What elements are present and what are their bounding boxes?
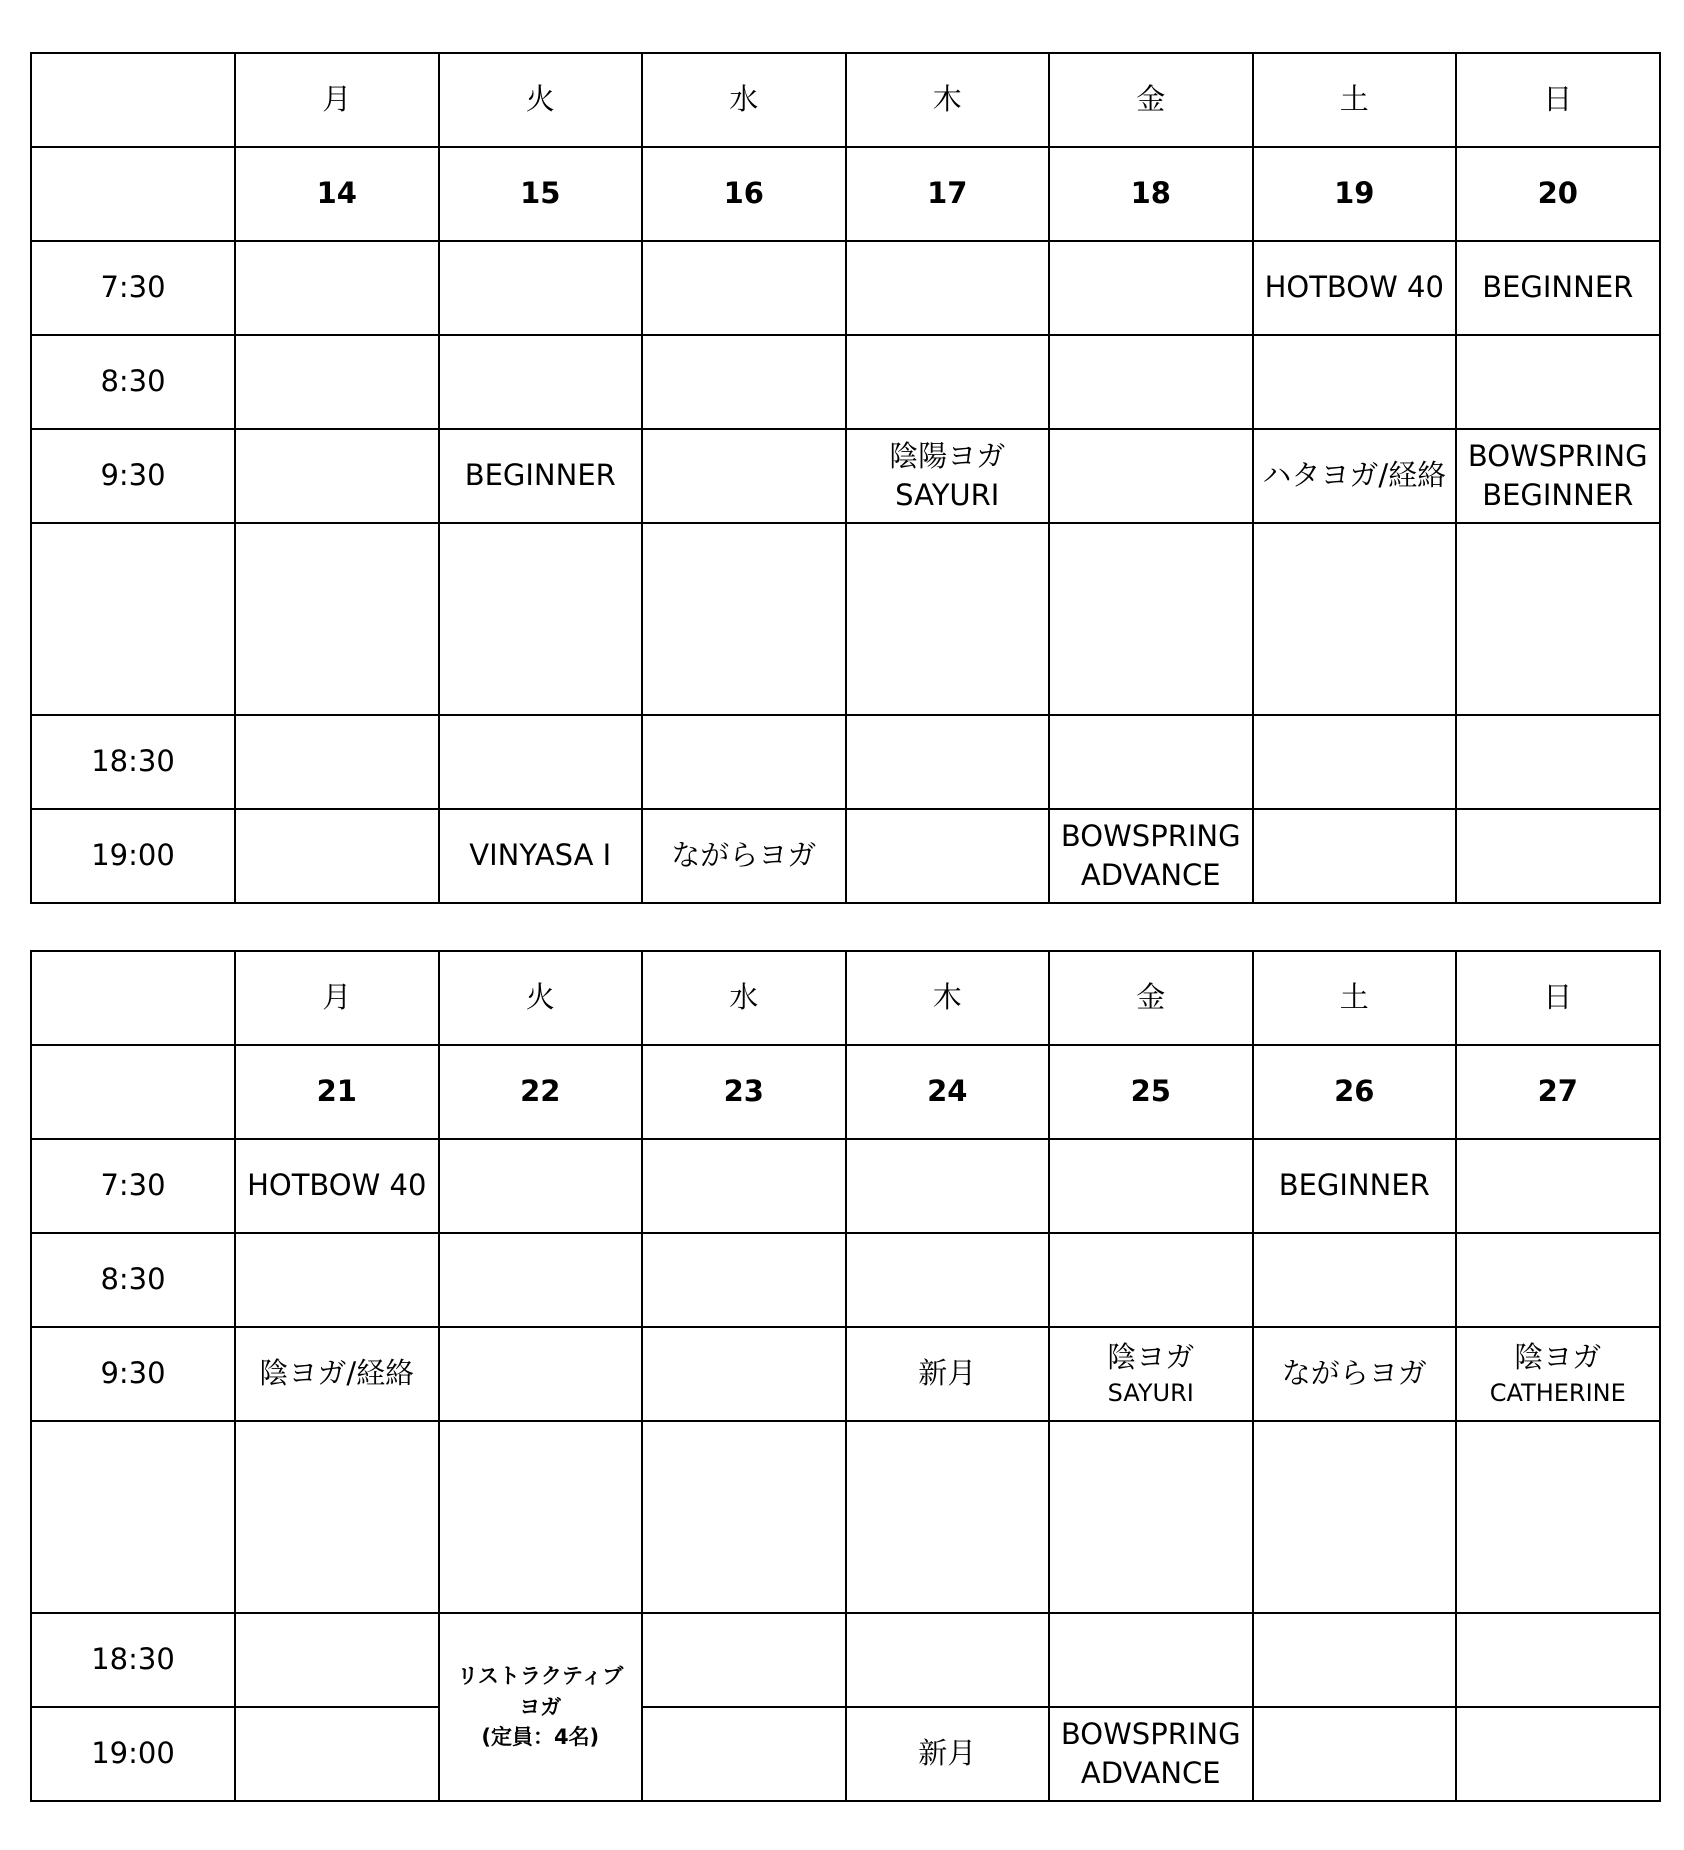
class-cell <box>1049 1613 1253 1707</box>
time-slot-row <box>31 1233 1660 1327</box>
weekday-header-cell: 木 <box>846 951 1050 1045</box>
class-cell <box>1456 715 1660 809</box>
class-cell <box>1456 335 1660 429</box>
class-name-line: ヨガ <box>519 1694 562 1719</box>
time-slot-row <box>31 523 1660 715</box>
class-cell <box>1049 523 1253 715</box>
class-name-line: ADVANCE <box>1080 1756 1221 1790</box>
class-cell <box>439 1327 643 1421</box>
class-cell <box>846 429 1050 523</box>
time-cell: 8:30 <box>31 335 235 429</box>
class-cell <box>439 1613 643 1801</box>
weekday-header-cell: 土 <box>1253 53 1457 147</box>
class-cell <box>235 1327 439 1421</box>
class-cell <box>1049 1421 1253 1613</box>
date-cell: 18 <box>1049 147 1253 241</box>
class-cell <box>1253 523 1457 715</box>
class-name-line: ハタヨガ/経絡 <box>1262 458 1447 493</box>
class-cell <box>1049 241 1253 335</box>
class-cell <box>1456 809 1660 903</box>
class-name-line: SAYURI <box>1107 1379 1194 1408</box>
class-cell <box>642 809 846 903</box>
class-cell <box>642 715 846 809</box>
weekday-header-cell: 火 <box>439 951 643 1045</box>
time-cell: 19:00 <box>31 809 235 903</box>
class-cell <box>846 1707 1050 1801</box>
weekday-header-cell: 月 <box>235 53 439 147</box>
time-slot-row <box>31 715 1660 809</box>
class-cell <box>642 523 846 715</box>
date-header-row <box>31 147 1660 241</box>
time-cell: 18:30 <box>31 715 235 809</box>
weekday-header-row <box>31 53 1660 147</box>
class-name-line: ながらヨガ <box>671 838 817 873</box>
class-cell <box>235 1613 439 1707</box>
time-slot-row <box>31 1327 1660 1421</box>
date-cell: 14 <box>235 147 439 241</box>
class-cell <box>846 241 1050 335</box>
class-cell <box>846 1139 1050 1233</box>
class-name-line: BEGINNER <box>1482 270 1634 305</box>
class-cell <box>846 1421 1050 1613</box>
corner-cell <box>31 147 235 241</box>
time-cell: 19:00 <box>31 1707 235 1801</box>
time-slot-row <box>31 241 1660 335</box>
class-cell <box>439 335 643 429</box>
class-cell <box>642 335 846 429</box>
class-name-line: BOWSPRING <box>1467 438 1648 473</box>
class-name-line: BEGINNER <box>1482 478 1634 512</box>
class-cell <box>1253 1707 1457 1801</box>
class-cell <box>642 1327 846 1421</box>
class-cell <box>1253 809 1457 903</box>
class-cell <box>439 241 643 335</box>
class-cell <box>439 523 643 715</box>
class-cell <box>1456 429 1660 523</box>
weekday-header-cell: 金 <box>1049 53 1253 147</box>
class-name-line: HOTBOW 40 <box>247 1168 427 1203</box>
week-1-schedule-table <box>30 52 1661 904</box>
class-cell <box>235 809 439 903</box>
class-name-line: 陰陽ヨガ <box>889 438 1006 473</box>
class-cell <box>1253 1421 1457 1613</box>
class-cell <box>846 523 1050 715</box>
corner-cell <box>31 951 235 1045</box>
class-cell <box>846 809 1050 903</box>
time-slot-row <box>31 429 1660 523</box>
class-cell <box>642 1613 846 1707</box>
date-cell: 16 <box>642 147 846 241</box>
class-cell <box>1456 523 1660 715</box>
class-cell <box>1253 1233 1457 1327</box>
class-cell <box>1049 1327 1253 1421</box>
time-slot-row <box>31 1613 1660 1707</box>
time-slot-row <box>31 1139 1660 1233</box>
date-cell: 25 <box>1049 1045 1253 1139</box>
class-cell <box>1049 1139 1253 1233</box>
time-cell: 18:30 <box>31 1613 235 1707</box>
weekday-header-cell: 土 <box>1253 951 1457 1045</box>
class-name-line: (定員：4名) <box>481 1725 600 1750</box>
date-cell: 17 <box>846 147 1050 241</box>
class-cell <box>1049 335 1253 429</box>
class-name-line: 陰ヨガ <box>1107 1340 1195 1375</box>
time-cell: 9:30 <box>31 1327 235 1421</box>
weekday-header-cell: 水 <box>642 53 846 147</box>
class-name-line: リストラクティブ <box>457 1664 624 1689</box>
class-name-line: ながらヨガ <box>1281 1356 1427 1391</box>
time-cell: 7:30 <box>31 1139 235 1233</box>
class-name-line: 新月 <box>918 1356 977 1391</box>
class-name-line: 新月 <box>918 1736 977 1771</box>
date-cell: 23 <box>642 1045 846 1139</box>
time-slot-row <box>31 1707 1660 1801</box>
time-slot-row <box>31 335 1660 429</box>
class-cell <box>1253 241 1457 335</box>
weekday-header-cell: 木 <box>846 53 1050 147</box>
class-cell <box>1253 1139 1457 1233</box>
weekday-header-cell: 火 <box>439 53 643 147</box>
date-header-row <box>31 1045 1660 1139</box>
class-cell <box>1456 1421 1660 1613</box>
class-name-line: BOWSPRING <box>1060 818 1241 853</box>
class-name-line: 陰ヨガ <box>1514 1340 1602 1375</box>
class-cell <box>439 1139 643 1233</box>
class-cell <box>1253 715 1457 809</box>
class-cell <box>235 1139 439 1233</box>
class-name-line: ADVANCE <box>1080 858 1221 892</box>
class-cell <box>439 809 643 903</box>
class-cell <box>235 429 439 523</box>
class-cell <box>1049 1707 1253 1801</box>
class-cell <box>1049 429 1253 523</box>
class-cell <box>439 429 643 523</box>
date-cell: 21 <box>235 1045 439 1139</box>
corner-cell <box>31 53 235 147</box>
class-cell <box>846 1613 1050 1707</box>
corner-cell <box>31 1045 235 1139</box>
class-cell <box>1253 429 1457 523</box>
class-name-line: BEGINNER <box>464 458 616 493</box>
class-cell <box>235 241 439 335</box>
class-cell <box>1253 1327 1457 1421</box>
class-cell <box>439 715 643 809</box>
class-cell <box>1456 1707 1660 1801</box>
time-cell: 7:30 <box>31 241 235 335</box>
time-cell <box>31 1421 235 1613</box>
weekday-header-cell: 水 <box>642 951 846 1045</box>
weekday-header-cell: 日 <box>1456 951 1660 1045</box>
class-cell <box>1456 1139 1660 1233</box>
weekday-header-cell: 月 <box>235 951 439 1045</box>
date-cell: 24 <box>846 1045 1050 1139</box>
class-cell <box>235 335 439 429</box>
class-cell <box>1456 1233 1660 1327</box>
time-cell: 8:30 <box>31 1233 235 1327</box>
class-cell <box>1049 715 1253 809</box>
time-cell <box>31 523 235 715</box>
class-cell <box>1456 241 1660 335</box>
class-name-line: HOTBOW 40 <box>1264 270 1444 305</box>
class-name-line: 陰ヨガ/経絡 <box>259 1356 415 1391</box>
class-cell <box>1456 1327 1660 1421</box>
time-slot-row <box>31 1421 1660 1613</box>
class-cell <box>1049 1233 1253 1327</box>
date-cell: 20 <box>1456 147 1660 241</box>
class-name-line: BEGINNER <box>1278 1168 1430 1203</box>
class-cell <box>235 1233 439 1327</box>
class-name-line: VINYASA Ⅰ <box>469 838 612 873</box>
class-cell <box>1456 1613 1660 1707</box>
week-2-schedule-table <box>30 950 1661 1802</box>
class-cell <box>1049 809 1253 903</box>
weekday-header-cell: 金 <box>1049 951 1253 1045</box>
class-name-line: BOWSPRING <box>1060 1716 1241 1751</box>
class-cell <box>642 241 846 335</box>
class-cell <box>439 1233 643 1327</box>
class-cell <box>439 1421 643 1613</box>
weekday-header-row <box>31 951 1660 1045</box>
class-cell <box>846 715 1050 809</box>
date-cell: 27 <box>1456 1045 1660 1139</box>
date-cell: 19 <box>1253 147 1457 241</box>
class-cell <box>642 1139 846 1233</box>
weekday-header-cell: 日 <box>1456 53 1660 147</box>
class-cell <box>1253 1613 1457 1707</box>
date-cell: 22 <box>439 1045 643 1139</box>
class-cell <box>235 523 439 715</box>
class-cell <box>846 335 1050 429</box>
class-cell <box>235 1707 439 1801</box>
date-cell: 15 <box>439 147 643 241</box>
class-cell <box>846 1233 1050 1327</box>
class-cell <box>235 1421 439 1613</box>
class-cell <box>846 1327 1050 1421</box>
class-cell <box>642 429 846 523</box>
class-cell <box>235 715 439 809</box>
class-cell <box>642 1233 846 1327</box>
time-slot-row <box>31 809 1660 903</box>
class-name-line: CATHERINE <box>1489 1379 1626 1408</box>
class-cell <box>1253 335 1457 429</box>
class-cell <box>642 1421 846 1613</box>
date-cell: 26 <box>1253 1045 1457 1139</box>
class-name-line: SAYURI <box>895 478 1000 512</box>
class-cell <box>642 1707 846 1801</box>
time-cell: 9:30 <box>31 429 235 523</box>
